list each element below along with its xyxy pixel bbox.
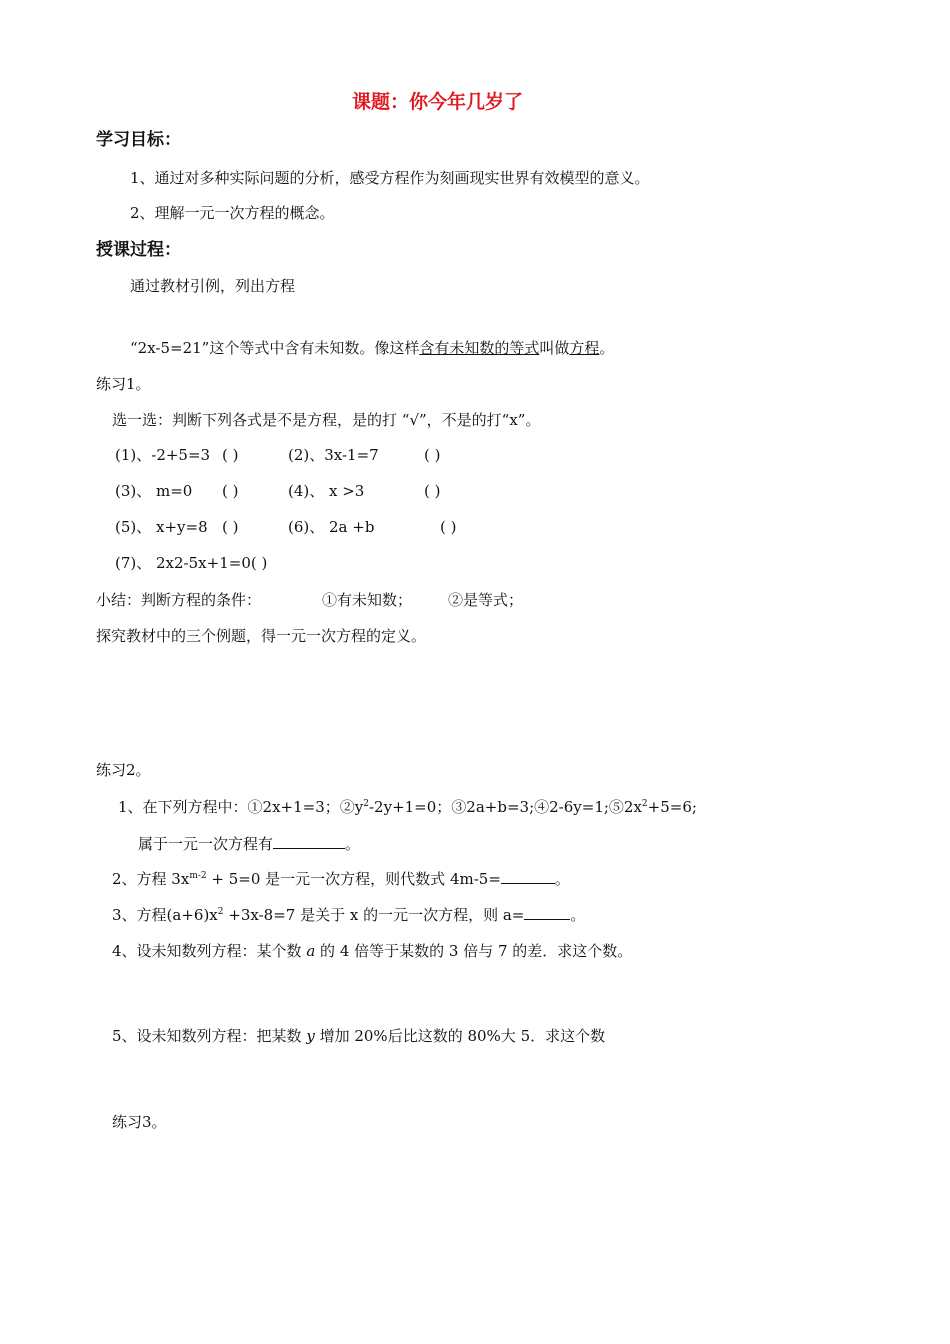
q2-text: + 5=0 是一元一次方程，则代数式 4m-5= [206, 870, 501, 888]
definition-underlined-term: 方程 [569, 339, 600, 357]
judge-item-expr: (4)、 x >3 [288, 482, 365, 500]
equation-definition [130, 338, 614, 358]
answer-blank[interactable] [524, 905, 570, 920]
objective-item: 1、通过对多种实际问题的分析，感受方程作为刻画现实世界有效模型的意义。 [130, 169, 650, 187]
summary-condition-2: ②是等式； [448, 591, 524, 609]
q1-superscript: 2 [641, 799, 648, 809]
answer-blank[interactable] [273, 834, 345, 849]
q5-text: 增加 20%后比这数的 80%大 5．求这个数 [314, 1027, 606, 1045]
q4-text: 的 4 倍等于某数的 3 倍与 7 的差．求这个数。 [315, 942, 633, 960]
exercise-1-label: 练习1。 [96, 375, 151, 393]
judge-item-expr: (5)、 x+y=8 [115, 518, 208, 536]
q3-text: 3、方程(a+6)x [112, 906, 218, 924]
judge-item-paren: ( ) [222, 446, 239, 464]
judge-item-expr: (6)、 2a +b [288, 518, 375, 536]
q2-text: 2、方程 3x [112, 870, 190, 888]
judge-item-expr: (1)、-2+5=3 [115, 446, 211, 464]
summary-label: 小结：判断方程的条件： [96, 591, 262, 609]
q4-text: 4、设未知数列方程：某个数 [112, 942, 307, 960]
judge-item-expr: (3)、 m=0 [115, 482, 193, 500]
q1-superscript: 2 [363, 799, 369, 809]
exercise-2-label: 练习2。 [96, 761, 151, 779]
q3-superscript: 2 [217, 907, 224, 917]
judge-item-paren: ( ) [440, 518, 457, 536]
judge-item-expr: (7)、 2x2-5x+1=0( ) [115, 554, 268, 572]
q2-superscript: m-2 [189, 871, 207, 881]
exercise-2-question-1 [118, 797, 697, 817]
definition-text: “2x-5=21”这个等式中含有未知数。像这样 [130, 339, 420, 357]
objective-item: 2、理解一元一次方程的概念。 [130, 204, 335, 222]
exercise-2-question-4 [112, 941, 632, 961]
q4-variable: a [306, 942, 316, 960]
answer-blank[interactable] [501, 869, 555, 884]
q1-text: 1、在下列方程中：①2x+1=3；②y [118, 798, 364, 816]
page-title: 课题：你今年几岁了 [352, 91, 524, 113]
q3-text: 。 [570, 906, 586, 924]
q1b-text: 。 [345, 835, 361, 853]
exercise-3-label: 练习3。 [112, 1113, 167, 1131]
exercise-2-question-5 [112, 1026, 605, 1046]
q5-text: 5、设未知数列方程：把某数 [112, 1027, 307, 1045]
q1b-text: 属于一元一次方程有 [138, 835, 274, 853]
q2-text: 。 [554, 870, 570, 888]
summary-condition-1: ①有未知数； [322, 591, 413, 609]
exercise-2-question-1b [138, 834, 360, 854]
explore-text: 探究教材中的三个例题，得一元一次方程的定义。 [96, 627, 427, 645]
process-heading: 授课过程： [96, 240, 181, 260]
objectives-heading: 学习目标： [96, 130, 181, 150]
judge-item-paren: ( ) [424, 446, 441, 464]
definition-underlined-term: 含有未知数的等式 [419, 339, 540, 357]
process-intro: 通过教材引例，列出方程 [130, 277, 296, 295]
definition-text: 叫做 [539, 339, 570, 357]
judge-item-paren: ( ) [222, 518, 239, 536]
exercise-1-prompt: 选一选：判断下列各式是不是方程，是的打 “√”，不是的打“x”。 [112, 411, 541, 429]
judge-item-paren: ( ) [424, 482, 441, 500]
q3-text: +3x-8=7 是关于 x 的一元一次方程，则 a= [223, 906, 525, 924]
exercise-2-question-3 [112, 905, 585, 925]
judge-item-paren: ( ) [222, 482, 239, 500]
judge-item-expr: (2)、3x-1=7 [288, 446, 379, 464]
q1-text: -2y+1=0；③2a+b=3;④2-6y=1;⑤2x [368, 798, 642, 816]
q5-variable: y [306, 1027, 315, 1045]
exercise-2-question-2 [112, 869, 570, 889]
definition-text: 。 [599, 339, 615, 357]
q1-text: +5=6; [647, 798, 697, 816]
